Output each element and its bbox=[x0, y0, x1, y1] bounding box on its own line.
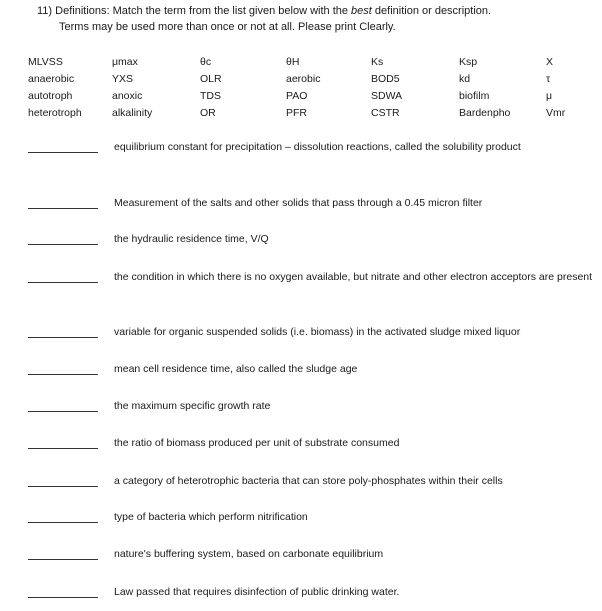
instructions-text-a: 11) Definitions: Match the term from the list given below with the bbox=[37, 5, 352, 17]
term: CSTR bbox=[371, 107, 400, 119]
term: MLVSS bbox=[28, 56, 63, 68]
definition-text: type of bacteria which perform nitrification bbox=[114, 511, 308, 523]
term: anaerobic bbox=[28, 73, 75, 85]
definition-text: equilibrium constant for precipitation – dissolution reactions, called the solubility product bbox=[114, 141, 521, 153]
answer-blank[interactable] bbox=[28, 208, 98, 209]
answer-blank[interactable] bbox=[28, 486, 98, 487]
term: TDS bbox=[200, 90, 221, 102]
definition-text: nature's buffering system, based on carbonate equilibrium bbox=[114, 548, 384, 560]
definition-text: the hydraulic residence time, V/Q bbox=[114, 233, 269, 245]
instructions-text-b: definition or description. bbox=[371, 5, 492, 17]
instructions-line-2: Terms may be used more than once or not at all. Please print Clearly. bbox=[59, 21, 396, 33]
definition-text: variable for organic suspended solids (i.e. biomass) in the activated sludge mixed liquor bbox=[114, 326, 521, 338]
term: θc bbox=[200, 56, 212, 68]
term: τ bbox=[546, 73, 551, 85]
term: SDWA bbox=[371, 90, 403, 102]
definition-text: the maximum specific growth rate bbox=[114, 400, 271, 412]
answer-blank[interactable] bbox=[28, 244, 98, 245]
definition-text: the ratio of biomass produced per unit of substrate consumed bbox=[114, 437, 400, 449]
answer-blank[interactable] bbox=[28, 282, 98, 283]
definition-text: mean cell residence time, also called the sludge age bbox=[114, 363, 358, 375]
term: alkalinity bbox=[112, 107, 153, 119]
term: anoxic bbox=[112, 90, 143, 102]
instructions-emphasis: best bbox=[351, 5, 372, 17]
instructions-line-1 bbox=[37, 3, 597, 19]
definition-text: the condition in which there is no oxygen available, but nitrate and other electron acceptors are present bbox=[114, 271, 593, 283]
term: YXS bbox=[112, 73, 134, 85]
answer-blank[interactable] bbox=[28, 337, 98, 338]
term: PFR bbox=[286, 107, 307, 119]
answer-blank[interactable] bbox=[28, 152, 98, 153]
definition-text: Measurement of the salts and other solids that pass through a 0.45 micron filter bbox=[114, 197, 483, 209]
term: PAO bbox=[286, 90, 308, 102]
question-header bbox=[37, 3, 597, 35]
term: aerobic bbox=[286, 73, 321, 85]
term: θH bbox=[286, 56, 300, 68]
answer-blank[interactable] bbox=[28, 522, 98, 523]
term: Ksp bbox=[459, 56, 478, 68]
term: Bardenpho bbox=[459, 107, 511, 119]
term: BOD5 bbox=[371, 73, 400, 85]
answer-blank[interactable] bbox=[28, 597, 98, 598]
term: μ bbox=[546, 90, 553, 102]
definition-text: Law passed that requires disinfection of public drinking water. bbox=[114, 586, 400, 598]
term: X bbox=[546, 56, 554, 68]
term: OLR bbox=[200, 73, 222, 85]
answer-blank[interactable] bbox=[28, 559, 98, 560]
term: biofilm bbox=[459, 90, 490, 102]
term: μmax bbox=[112, 56, 138, 68]
term: Ks bbox=[371, 56, 384, 68]
term: Vmr bbox=[546, 107, 566, 119]
term: OR bbox=[200, 107, 216, 119]
term: heterotroph bbox=[28, 107, 82, 119]
answer-blank[interactable] bbox=[28, 374, 98, 375]
definition-text: a category of heterotrophic bacteria that can store poly-phosphates within their cells bbox=[114, 475, 503, 487]
term: kd bbox=[459, 73, 471, 85]
answer-blank[interactable] bbox=[28, 411, 98, 412]
term: autotroph bbox=[28, 90, 73, 102]
answer-blank[interactable] bbox=[28, 448, 98, 449]
